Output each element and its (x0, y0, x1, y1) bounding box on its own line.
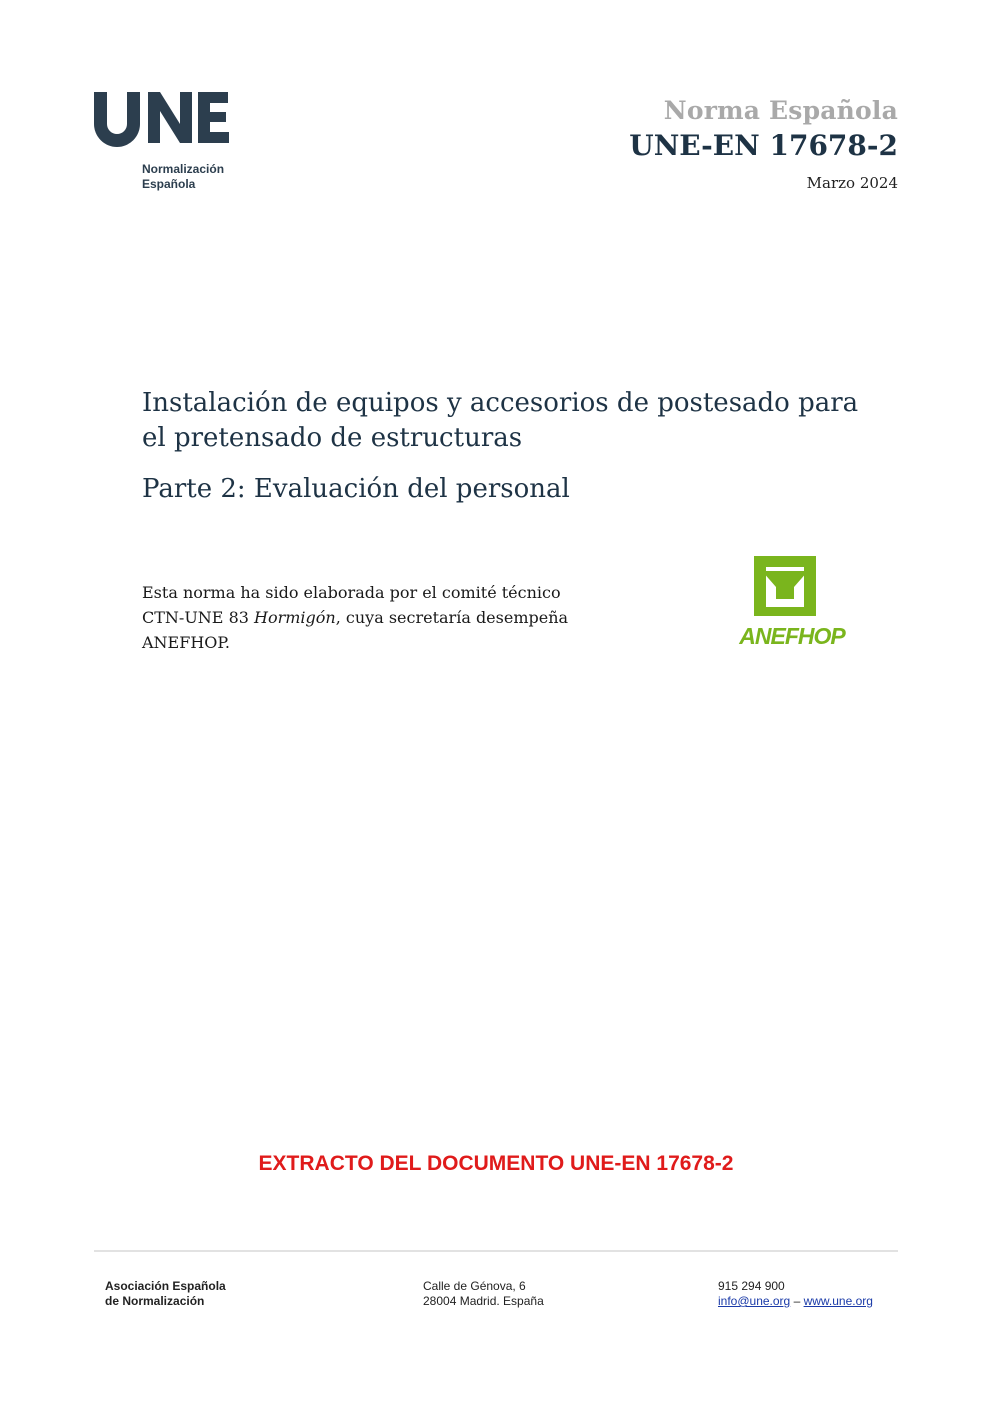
standard-code: UNE-EN 17678-2 (629, 129, 898, 162)
footer-link-separator: – (790, 1294, 804, 1308)
anefhop-logo (722, 553, 862, 648)
committee-statement (142, 580, 602, 655)
une-logo-tagline (142, 162, 224, 192)
publication-date: Marzo 2024 (806, 174, 898, 192)
committee-text-after: , cuya secretaría desempeña ANEFHOP. (142, 608, 569, 652)
une-tagline-line-2: Española (142, 177, 196, 191)
website-link[interactable]: www.une.org (803, 1294, 873, 1308)
anefhop-wordmark: ANEFHOP (739, 623, 845, 648)
footer-contact (718, 1279, 873, 1309)
footer-address-line-1: Calle de Génova, 6 (423, 1279, 526, 1293)
extract-notice: EXTRACTO DEL DOCUMENTO UNE-EN 17678-2 (258, 1152, 734, 1175)
footer-org-line-2: de Normalización (105, 1294, 205, 1308)
footer-address (423, 1279, 544, 1309)
norma-label: Norma Española (663, 96, 898, 125)
footer-links (718, 1294, 873, 1309)
footer-organization (105, 1279, 226, 1309)
footer-org-line-1: Asociación Española (105, 1279, 226, 1293)
footer-phone: 915 294 900 (718, 1279, 785, 1293)
email-link[interactable]: info@une.org (718, 1294, 791, 1308)
document-header (629, 96, 898, 192)
une-tagline-line-1: Normalización (142, 162, 225, 176)
document-title: Instalación de equipos y accesorios de postesado para el pretensado de estructuras (142, 388, 859, 453)
anefhop-logo-mark (722, 553, 862, 648)
committee-text-before: Esta norma ha sido elaborada por el comité técnico CTN-UNE 83 (142, 583, 561, 627)
document-part-title: Parte 2: Evaluación del personal (142, 474, 570, 504)
footer-divider (94, 1250, 898, 1252)
committee-name: Hormigón (254, 608, 336, 627)
footer-address-line-2: 28004 Madrid. España (423, 1294, 544, 1308)
une-logo-mark (92, 88, 242, 158)
